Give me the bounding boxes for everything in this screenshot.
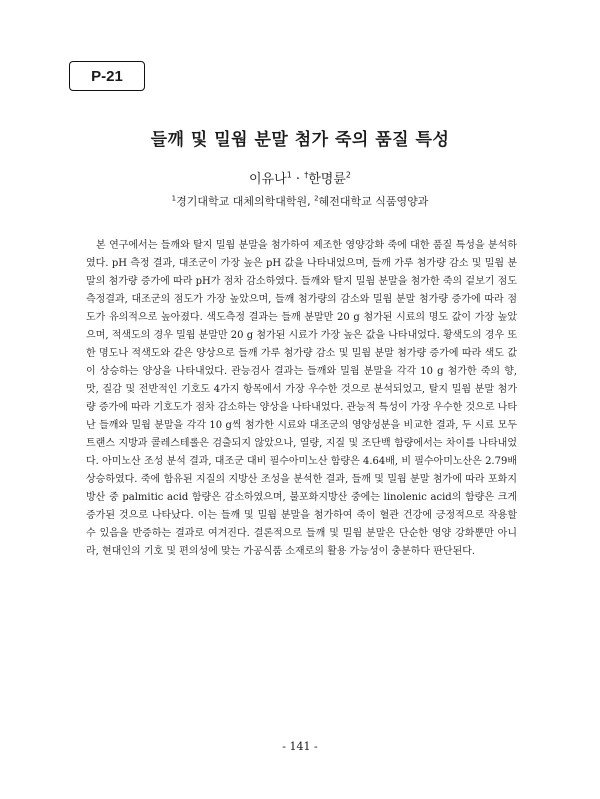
author-1: 이유나: [249, 172, 287, 187]
poster-id-box: [69, 61, 145, 91]
page-number: - 141 -: [282, 740, 318, 753]
author-separator: ·: [295, 172, 301, 187]
affiliation-1-mark: 1: [171, 194, 177, 203]
paper-title: 들깨 및 밀웜 분말 첨가 죽의 품질 특성: [150, 130, 450, 150]
author-line: [0, 168, 600, 187]
affiliation-1: 경기대학교 대체의학대학원,: [176, 195, 311, 208]
author-2: 한명륜: [308, 172, 346, 187]
author-2-affiliation-mark: 2: [345, 170, 351, 180]
abstract-body: 본 연구에서는 들깨와 탈지 밀웜 분말을 첨가하여 제조한 영양강화 죽에 대한 품질 특성을 분석하였다. pH 측정 결과, 대조군이 가장 높은 pH 값을 나타내었으며, 들깨 가루 첨가량 감소 및 밀웜 분말의 첨가량 증가에 따라 pH가 점차 감소하였다. 들깨와 탈지 밀웜 분말을 첨가한 죽의 겉보기 점도 측정결과, 대조군의 점도가 가장 높았으며, 들깨 첨가량의 감소와 밀웜 분말 첨가량 증가에 따라 점도가 유의적으로 높아졌다. 색도측정 결과는 들깨 분말만 20 g 첨가된 시료의 명도 값이 가장 높았으며, 적색도의 경우 밀웜 분말만 20 g 첨가된 시료가 가장 높은 값을 나타내었다. 황색도의 경우 또한 명도나 적색도와 같은 양상으로 들깨 가루 첨가량 감소 및 밀웜 분말 첨가량 증가에 따라 색도 값이 상승하는 양상을 나타내었다. 관능검사 결과는 들깨와 밀웜 분말을 각각 10 g 첨가한 죽의 향, 맛, 질감 및 전반적인 기호도 4가지 항목에서 가장 우수한 것으로 분석되었고, 탈지 밀웜 분말 첨가량 증가에 따라 기호도가 점차 감소하는 양상을 나타내었다. 관능적 특성이 가장 우수한 것으로 나타난 들깨와 밀웜 분말을 각각 10 g씩 첨가한 시료와 대조군의 영양성분을 비교한 결과, 두 시료 모두 트랜스 지방과 콜레스테롤은 검출되지 않았으나, 열량, 지질 및 조단백 함량에서는 차이를 나타내었다. 아미노산 조성 분석 결과, 대조군 대비 필수아미노산 함량은 4.64배, 비 필수아미노산은 2.79배 상승하였다. 죽에 함유된 지질의 지방산 조성을 분석한 결과, 들깨 및 밀웜 분말 첨가에 따라 포화지방산 중 palmitic acid 함량은 감소하였으며, 불포화지방산 중에는 linolenic acid의 함량은 크게 증가된 것으로 나타났다. 이는 들깨 및 밀웜 분말을 첨가하여 죽이 혈관 건강에 긍정적으로 작용할 수 있음을 반증하는 결과로 여겨진다. 결론적으로 들깨 및 밀웜 분말은 단순한 영양 강화뿐만 아니라, 현대인의 기호 및 편의성에 맞는 가공식품 소재로의 활용 가능성이 충분하다 판단된다.: [86, 240, 517, 557]
poster-id: P-21: [91, 67, 123, 85]
author-1-affiliation-mark: 1: [286, 170, 292, 180]
corresponding-author-mark: †: [304, 170, 309, 180]
affiliation-2: 혜전대학교 식품영양과: [318, 195, 429, 208]
affiliation-2-mark: 2: [314, 194, 319, 203]
affiliation-line: [0, 193, 600, 209]
